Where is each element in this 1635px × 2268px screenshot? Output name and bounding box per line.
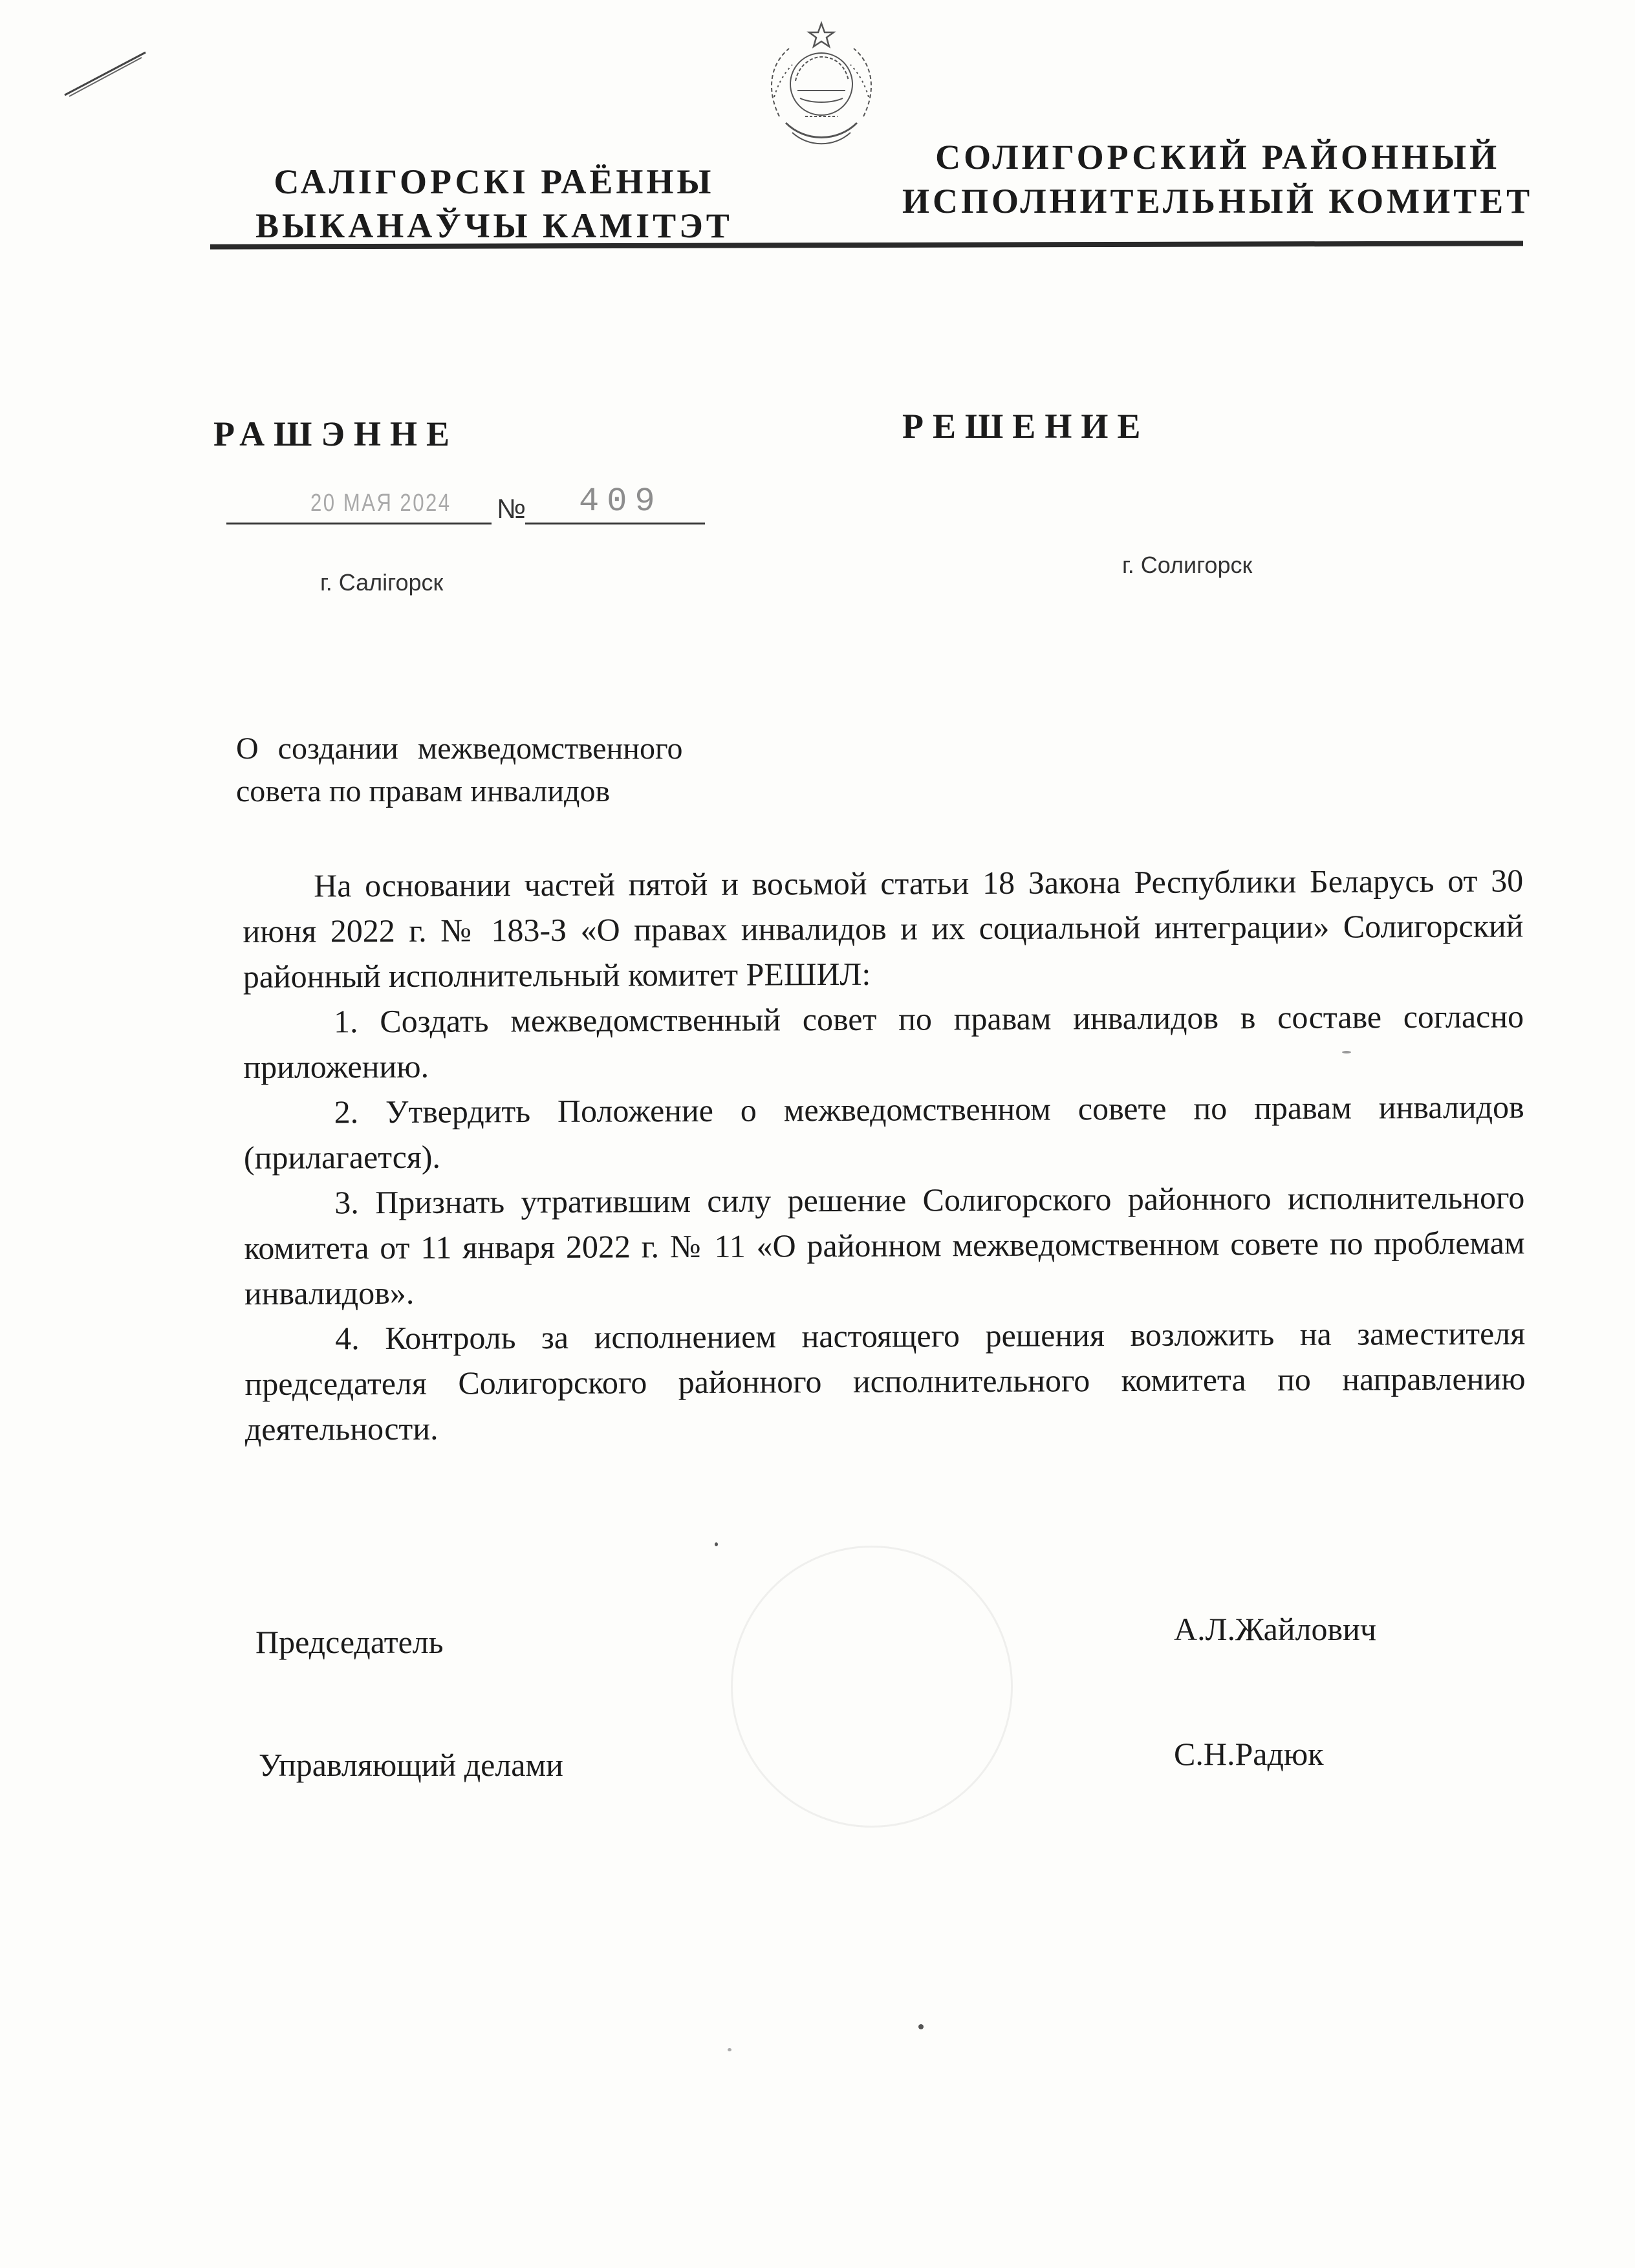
letterhead-left-line2: ВЫКАНАЎЧЫ КАМІТЭТ	[255, 206, 733, 245]
scan-speck	[918, 2024, 924, 2029]
doc-type-belarusian: РАШЭННЕ	[213, 415, 459, 453]
letterhead-right-line2: ИСПОЛНИТЕЛЬНЫЙ КОМИТЕТ	[902, 181, 1533, 221]
decision-item-1: 1. Создать межведомственный совет по правам инвалидов в составе согласно приложению.	[243, 998, 1524, 1085]
subject-line1: О создании межведомственного	[236, 731, 683, 766]
state-emblem-icon	[760, 19, 883, 155]
subject-line2: совета по правам инвалидов	[236, 774, 611, 808]
pen-stroke-mark	[61, 49, 149, 100]
doc-type-russian: РЕШЕНИЕ	[902, 407, 1150, 446]
letterhead-right	[902, 136, 1533, 223]
decision-item-4: 4. Контроль за исполнением настоящего решения возложить на заместителя председателя Солигорского районного исполнительного комитета по направлению деятельности.	[244, 1315, 1526, 1447]
date-stamp: 20 МАЯ 2024	[310, 490, 451, 517]
decision-item-3: 3. Признать утратившим силу решение Солигорского районного исполнительного комитета от 11 января 2022 г. № 11 «О районном межведомственном совете по проблемам инвалидов».	[244, 1179, 1525, 1312]
place-belarusian: г. Салігорск	[320, 569, 444, 596]
chair-title: Председатель	[255, 1624, 444, 1660]
decision-body	[243, 858, 1526, 1452]
faint-seal-impression	[731, 1546, 1013, 1828]
scan-speck	[1342, 1051, 1351, 1053]
date-line	[226, 523, 492, 524]
letterhead-left-line1: САЛІГОРСКІ РАЁННЫ	[274, 162, 715, 201]
manager-name: С.Н.Радюк	[1174, 1736, 1324, 1772]
number-stamp: 409	[579, 482, 663, 521]
number-line	[525, 523, 705, 524]
chair-name: А.Л.Жайлович	[1174, 1611, 1376, 1647]
preamble-paragraph: На основании частей пятой и восьмой статьи 18 Закона Республики Беларусь от 30 июня 2022 г. № 183-З «О правах инвалидов и их социальной интеграции» Солигорский районный исполнительный комитет РЕШИЛ:	[243, 862, 1524, 995]
subject-heading	[236, 728, 883, 813]
scan-speck	[715, 1542, 718, 1546]
place-russian: г. Солигорск	[1122, 552, 1253, 578]
letterhead-left	[255, 160, 733, 248]
number-sign: №	[497, 493, 526, 524]
manager-title: Управляющий делами	[259, 1747, 563, 1783]
decision-item-2: 2. Утвердить Положение о межведомственном совете по правам инвалидов (прилагается).	[243, 1088, 1524, 1176]
scan-speck	[728, 2048, 731, 2051]
letterhead-right-line1: СОЛИГОРСКИЙ РАЙОННЫЙ	[935, 138, 1500, 177]
